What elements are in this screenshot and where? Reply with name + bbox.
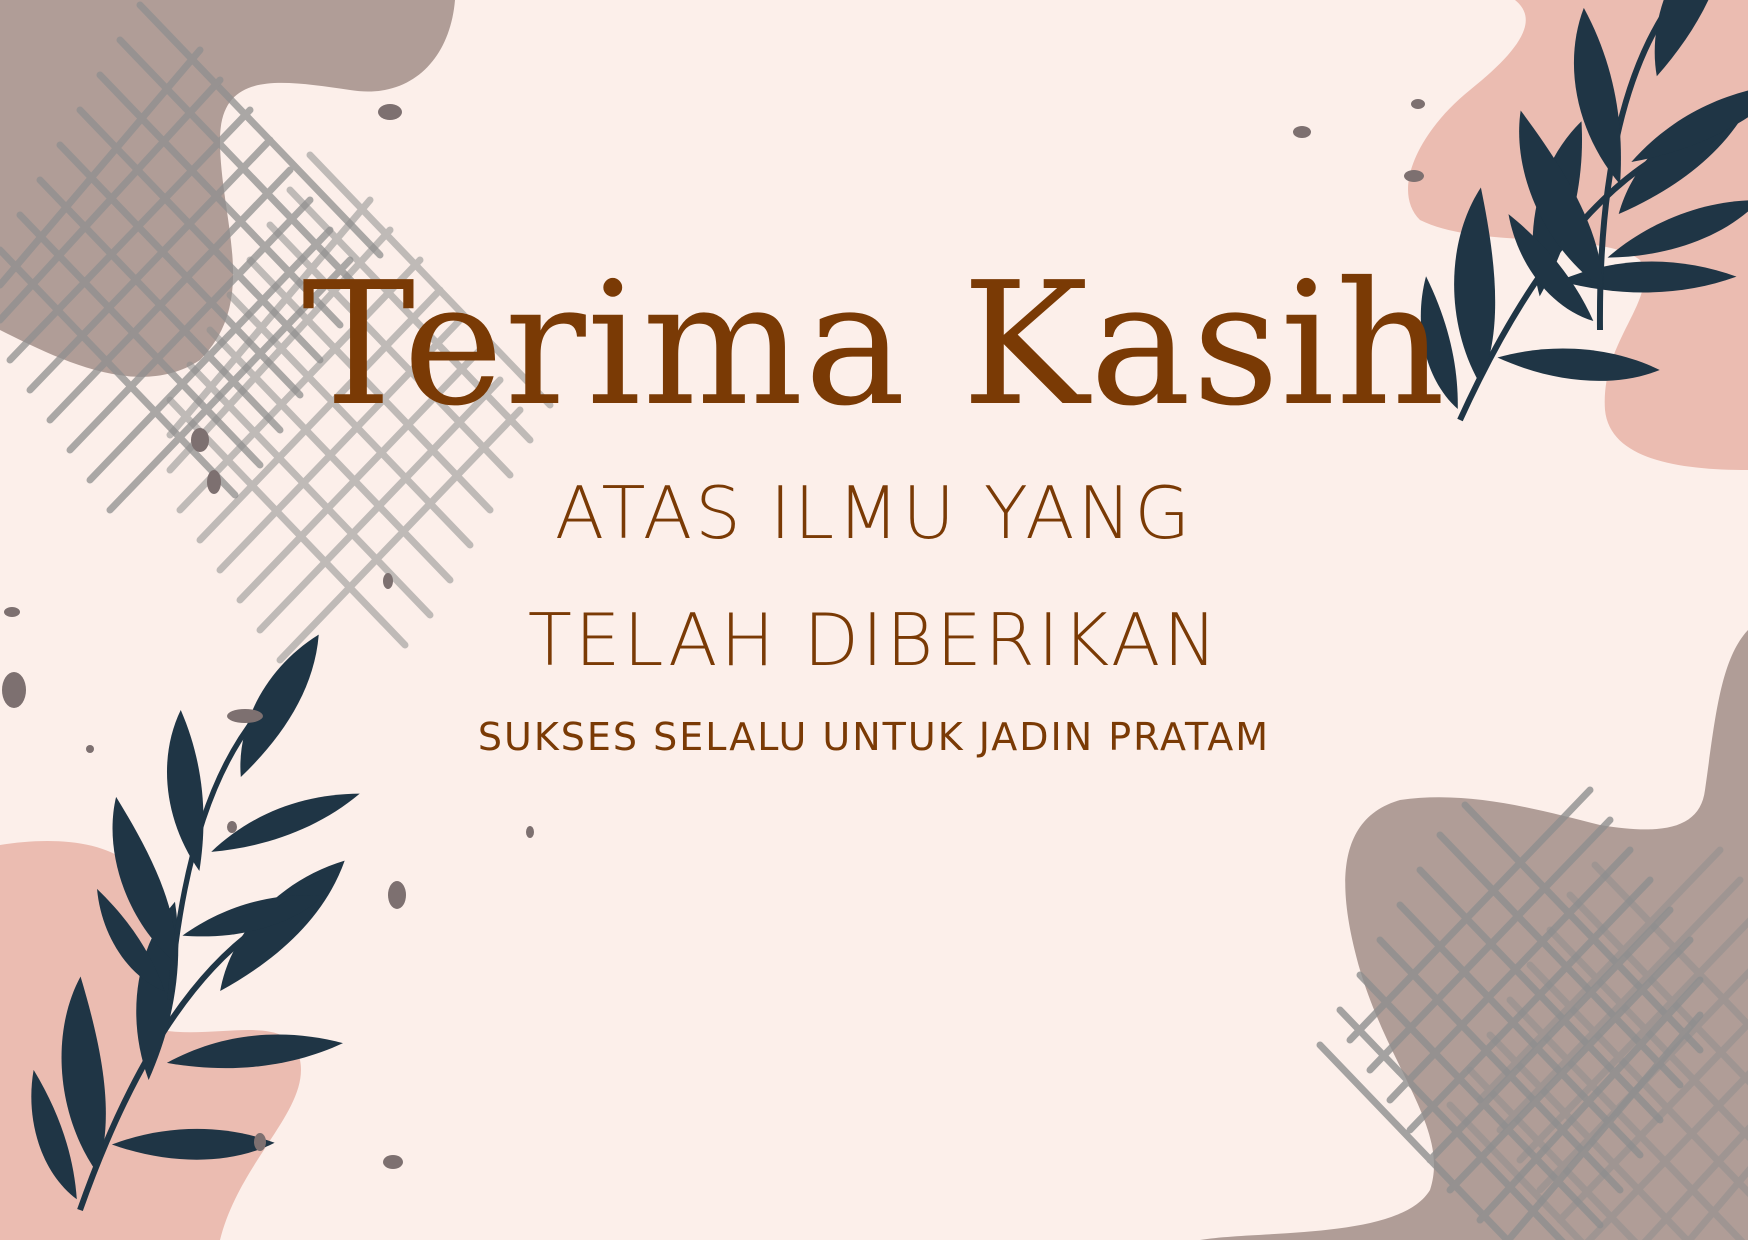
subtitle-line-2: TELAH DIBERIKAN [527, 598, 1221, 682]
title: Terima Kasih [301, 246, 1447, 444]
subtitle-line-1: ATAS ILMU YANG [554, 471, 1194, 555]
tagline: SUKSES SELALU UNTUK JADIN PRATAM [477, 715, 1271, 759]
